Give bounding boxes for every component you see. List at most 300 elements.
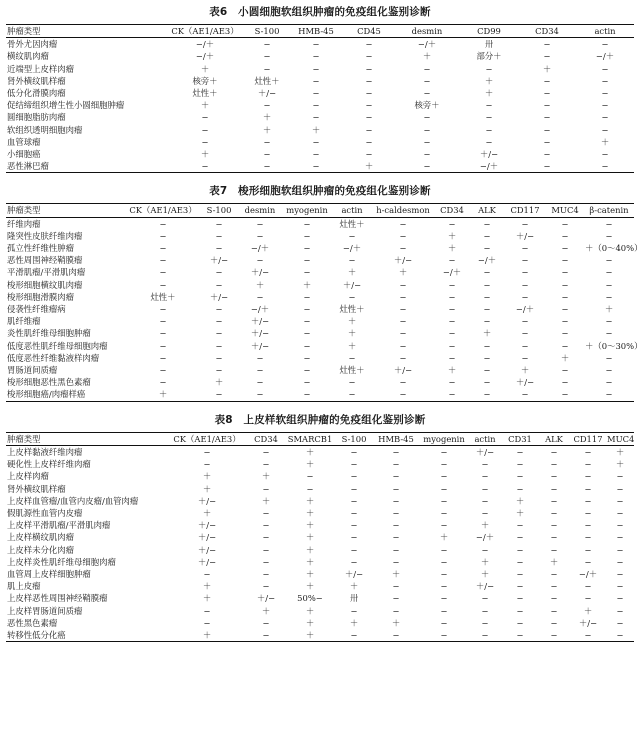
marker-result-cell: ＋/− (197, 495, 217, 506)
marker-result-cell: ＋ (484, 88, 494, 99)
marker-result-cell: − (312, 149, 320, 160)
marker-result-cell: ＋ (398, 267, 408, 278)
marker-result-cell: − (365, 112, 373, 123)
marker-result-cell: − (399, 218, 407, 229)
marker-result-cell: − (584, 495, 592, 506)
marker-result-cell: − (550, 459, 558, 470)
marker-result-cell: − (312, 75, 320, 86)
marker-result-cell: − (399, 316, 407, 327)
tumor-type-cell: 小细胞癌 (7, 149, 41, 160)
marker-result-cell: − (399, 243, 407, 254)
marker-result-cell: − (584, 520, 592, 531)
marker-result-cell: ＋ (202, 629, 212, 640)
marker-result-cell: ＋ (305, 605, 315, 616)
marker-result-cell: −/＋ (578, 568, 598, 579)
marker-result-cell: −/＋ (250, 243, 270, 254)
marker-result-cell: − (262, 629, 270, 640)
marker-result-cell: − (616, 568, 624, 579)
marker-result-cell: − (306, 471, 314, 482)
table-row (6, 470, 634, 482)
marker-result-cell: ＋ (305, 520, 315, 531)
tumor-type-cell: 近端型上皮样肉瘤 (7, 63, 74, 74)
marker-result-cell: − (550, 483, 558, 494)
marker-result-cell: − (423, 88, 431, 99)
marker-result-cell: − (399, 377, 407, 388)
marker-result-cell: − (159, 340, 167, 351)
marker-result-cell: − (550, 629, 558, 640)
marker-result-cell: − (392, 544, 400, 555)
marker-result-cell: ＋ (311, 124, 321, 135)
marker-result-cell: ＋/− (197, 520, 217, 531)
table-row (6, 556, 634, 568)
marker-result-cell: − (423, 63, 431, 74)
table8-column-header: S-100 (336, 432, 372, 445)
marker-result-cell: − (303, 304, 311, 315)
tumor-type-cell: 软组织透明细胞肉瘤 (7, 124, 83, 135)
marker-result-cell: − (440, 459, 448, 470)
marker-result-cell: ＋（0～40%） (585, 243, 642, 254)
marker-result-cell: ＋ (347, 328, 357, 339)
marker-result-cell: − (159, 377, 167, 388)
table7-column-header: myogenin (282, 204, 332, 217)
marker-result-cell: −/＋ (195, 39, 215, 50)
marker-result-cell: ＋ (202, 483, 212, 494)
marker-result-cell: − (399, 279, 407, 290)
marker-result-cell: − (348, 230, 356, 241)
tumor-type-cell: 血管周上皮样细胞肿瘤 (7, 568, 91, 579)
marker-result-cell: − (303, 352, 311, 363)
marker-result-cell: ＋ (484, 75, 494, 86)
marker-result-cell: −/＋ (477, 255, 497, 266)
marker-result-cell: − (399, 328, 407, 339)
marker-result-cell: ＋/− (250, 316, 270, 327)
marker-result-cell: − (481, 483, 489, 494)
marker-result-cell: − (350, 507, 358, 518)
marker-result-cell: − (543, 112, 551, 123)
marker-result-cell: − (584, 532, 592, 543)
table6 (6, 24, 634, 173)
marker-result-cell: − (303, 230, 311, 241)
marker-result-cell: − (262, 568, 270, 579)
marker-result-cell: − (440, 507, 448, 518)
table-row (6, 217, 634, 230)
tumor-type-cell: 低分化滑膜肉瘤 (7, 88, 66, 99)
marker-result-cell: − (423, 112, 431, 123)
table8-caption: 表8 上皮样软组织肿瘤的免疫组化鉴别诊断 (214, 413, 426, 426)
marker-result-cell: − (159, 243, 167, 254)
marker-result-cell: ＋/− (515, 377, 535, 388)
table-row (6, 544, 634, 556)
marker-result-cell: − (399, 352, 407, 363)
marker-result-cell: − (521, 243, 529, 254)
marker-result-cell: − (215, 304, 223, 315)
table-row (6, 352, 634, 364)
marker-result-cell: ＋/− (250, 340, 270, 351)
marker-result-cell: ＋ (262, 112, 272, 123)
table-row (6, 230, 634, 242)
marker-result-cell: − (312, 161, 320, 172)
marker-result-cell: − (516, 556, 524, 567)
marker-result-cell: − (584, 581, 592, 592)
table-row (6, 111, 634, 123)
marker-result-cell: − (303, 365, 311, 376)
marker-result-cell: − (350, 544, 358, 555)
table-row (6, 75, 634, 87)
table-row (6, 458, 634, 470)
marker-result-cell: − (481, 495, 489, 506)
marker-result-cell: − (303, 377, 311, 388)
marker-result-cell: ＋ (520, 365, 530, 376)
marker-result-cell: − (550, 593, 558, 604)
marker-result-cell: − (262, 581, 270, 592)
marker-result-cell: −/＋ (442, 267, 462, 278)
marker-result-cell: ＋ (347, 340, 357, 351)
marker-result-cell: − (303, 340, 311, 351)
table-row (6, 266, 634, 278)
marker-result-cell: − (365, 75, 373, 86)
marker-result-cell: − (601, 88, 609, 99)
marker-result-cell: − (201, 112, 209, 123)
marker-result-cell: − (303, 255, 311, 266)
marker-result-cell: − (256, 352, 264, 363)
table-row (6, 617, 634, 629)
marker-result-cell: − (159, 328, 167, 339)
tumor-type-cell: 梭形细胞横纹肌肉瘤 (7, 279, 83, 290)
marker-result-cell: − (521, 218, 529, 229)
marker-result-cell: − (616, 556, 624, 567)
table6-column-header: desmin (394, 25, 460, 38)
tumor-type-cell: 上皮样炎性肌纤维母细胞肉瘤 (7, 556, 116, 567)
marker-result-cell: − (561, 218, 569, 229)
marker-result-cell: ＋ (447, 243, 457, 254)
marker-result-cell: − (483, 389, 491, 400)
table8-column-header: 肿瘤类型 (6, 432, 166, 445)
marker-result-cell: − (215, 365, 223, 376)
marker-result-cell: − (521, 316, 529, 327)
marker-result-cell: − (365, 124, 373, 135)
marker-result-cell: ＋ (560, 352, 570, 363)
marker-result-cell: 灶性＋ (150, 291, 176, 302)
marker-result-cell: − (516, 459, 524, 470)
marker-result-cell: − (203, 446, 211, 457)
marker-result-cell: − (550, 495, 558, 506)
marker-result-cell: − (483, 365, 491, 376)
tumor-type-cell: 平滑肌瘤/平滑肌肉瘤 (7, 267, 86, 278)
marker-result-cell: − (392, 532, 400, 543)
marker-result-cell: − (365, 136, 373, 147)
tumor-type-cell: 纤维肉瘤 (7, 218, 41, 229)
marker-result-cell: − (303, 218, 311, 229)
marker-result-cell: − (262, 483, 270, 494)
marker-result-cell: − (521, 340, 529, 351)
marker-result-cell: − (485, 63, 493, 74)
marker-result-cell: − (483, 230, 491, 241)
marker-result-cell: ＋ (255, 279, 265, 290)
marker-result-cell: − (483, 304, 491, 315)
marker-result-cell: − (392, 605, 400, 616)
marker-result-cell: − (561, 328, 569, 339)
marker-result-cell: 核旁＋ (192, 75, 218, 86)
marker-result-cell: ＋/− (393, 255, 413, 266)
marker-result-cell: − (350, 532, 358, 543)
marker-result-cell: − (215, 328, 223, 339)
marker-result-cell: −/＋ (342, 243, 362, 254)
marker-result-cell: − (350, 520, 358, 531)
marker-result-cell: − (348, 377, 356, 388)
marker-result-cell: − (312, 39, 320, 50)
tumor-type-cell: 转移性低分化癌 (7, 629, 66, 640)
table-row (6, 291, 634, 303)
marker-result-cell: − (440, 556, 448, 567)
marker-result-cell: ＋ (480, 556, 490, 567)
marker-result-cell: − (423, 161, 431, 172)
marker-result-cell: 50%− (297, 593, 323, 604)
marker-result-cell: − (483, 243, 491, 254)
marker-result-cell: ＋ (305, 617, 315, 628)
table6-caption: 表6 小圆细胞软组织肿瘤的免疫组化鉴别诊断 (209, 6, 431, 18)
marker-result-cell: − (262, 459, 270, 470)
table8-column-header: CD117 (570, 432, 606, 445)
marker-result-cell: − (392, 471, 400, 482)
marker-result-cell: ＋/− (344, 568, 364, 579)
marker-result-cell: 卅 (484, 39, 494, 50)
marker-result-cell: ＋/− (475, 446, 495, 457)
marker-result-cell: − (448, 389, 456, 400)
marker-result-cell: − (543, 100, 551, 111)
table7-column-header: CK（AE1/AE3） (126, 204, 200, 217)
marker-result-cell: − (601, 149, 609, 160)
marker-result-cell: − (601, 161, 609, 172)
marker-result-cell: − (350, 629, 358, 640)
marker-result-cell: − (481, 459, 489, 470)
marker-result-cell: − (440, 471, 448, 482)
marker-result-cell: − (262, 556, 270, 567)
marker-result-cell: − (262, 507, 270, 518)
marker-result-cell: − (448, 316, 456, 327)
table-row (6, 568, 634, 580)
marker-result-cell: ＋ (515, 495, 525, 506)
table8-column-header: MUC4 (607, 433, 635, 444)
table-row (6, 303, 634, 315)
marker-result-cell: − (365, 39, 373, 50)
marker-result-cell: − (263, 51, 271, 62)
tumor-type-cell: 上皮样胃肠道间质瘤 (7, 605, 83, 616)
marker-result-cell: − (516, 605, 524, 616)
table-row (6, 340, 634, 352)
marker-result-cell: − (312, 112, 320, 123)
table-row (6, 87, 634, 99)
marker-result-cell: − (584, 507, 592, 518)
marker-result-cell: − (584, 629, 592, 640)
table8-header-row (6, 432, 634, 445)
marker-result-cell: − (256, 377, 264, 388)
marker-result-cell: ＋ (515, 507, 525, 518)
marker-result-cell: ＋ (480, 520, 490, 531)
marker-result-cell: − (348, 291, 356, 302)
marker-result-cell: − (605, 267, 613, 278)
marker-result-cell: − (440, 520, 448, 531)
tumor-type-cell: 上皮样未分化肉瘤 (7, 544, 74, 555)
marker-result-cell: − (303, 328, 311, 339)
tumor-type-cell: 上皮样横纹肌肉瘤 (7, 532, 74, 543)
marker-result-cell: − (561, 377, 569, 388)
marker-result-cell: − (303, 267, 311, 278)
marker-result-cell: − (616, 495, 624, 506)
table7-column-header: CD117 (504, 204, 546, 217)
marker-result-cell: − (483, 316, 491, 327)
marker-result-cell: − (521, 291, 529, 302)
tumor-type-cell: 横纹肌肉瘤 (7, 51, 49, 62)
marker-result-cell: −/＋ (475, 532, 495, 543)
marker-result-cell: − (584, 471, 592, 482)
marker-result-cell: − (516, 520, 524, 531)
marker-result-cell: − (256, 365, 264, 376)
tumor-type-cell: 梭形细胞滑膜肉瘤 (7, 291, 74, 302)
marker-result-cell: − (481, 629, 489, 640)
marker-result-cell: ＋ (349, 581, 359, 592)
marker-result-cell: −/＋ (417, 39, 437, 50)
marker-result-cell: ＋ (482, 328, 492, 339)
marker-result-cell: ＋/− (209, 291, 229, 302)
table-row (6, 124, 634, 136)
marker-result-cell: − (215, 267, 223, 278)
marker-result-cell: ＋ (261, 495, 271, 506)
tumor-type-cell: 肌纤维瘤 (7, 316, 41, 327)
marker-result-cell: ＋ (262, 124, 272, 135)
marker-result-cell: − (392, 507, 400, 518)
marker-result-cell: − (483, 352, 491, 363)
marker-result-cell: − (550, 507, 558, 518)
table8-column-header: myogenin (420, 432, 468, 445)
marker-result-cell: − (448, 279, 456, 290)
marker-result-cell: − (481, 593, 489, 604)
marker-result-cell: − (516, 483, 524, 494)
marker-result-cell: ＋ (439, 532, 449, 543)
marker-result-cell: − (543, 149, 551, 160)
marker-result-cell: − (262, 532, 270, 543)
marker-result-cell: ＋ (583, 605, 593, 616)
table6-header-row (6, 25, 634, 38)
marker-result-cell: 灶性＋ (339, 365, 365, 376)
marker-result-cell: 灶性＋ (339, 218, 365, 229)
marker-result-cell: − (561, 304, 569, 315)
table7-column-header: S-100 (200, 204, 238, 217)
marker-result-cell: − (516, 544, 524, 555)
marker-result-cell: − (550, 605, 558, 616)
marker-result-cell: − (440, 568, 448, 579)
marker-result-cell: − (521, 352, 529, 363)
marker-result-cell: ＋/− (197, 544, 217, 555)
marker-result-cell: − (159, 304, 167, 315)
marker-result-cell: − (516, 568, 524, 579)
marker-result-cell: − (350, 446, 358, 457)
marker-result-cell: − (423, 136, 431, 147)
marker-result-cell: − (543, 39, 551, 50)
tumor-type-cell: 胃肠道间质瘤 (7, 365, 58, 376)
marker-result-cell: − (159, 218, 167, 229)
table-row (6, 445, 634, 458)
marker-result-cell: − (605, 279, 613, 290)
tumor-type-cell: 上皮样恶性周围神经鞘膜瘤 (7, 593, 108, 604)
marker-result-cell: ＋ (202, 471, 212, 482)
table7 (6, 203, 642, 401)
marker-result-cell: ＋ (542, 63, 552, 74)
marker-result-cell: − (561, 389, 569, 400)
marker-result-cell: −/＋ (195, 51, 215, 62)
tumor-type-cell: 圆细胞脂肪肉瘤 (7, 112, 66, 123)
marker-result-cell: − (481, 605, 489, 616)
marker-result-cell: − (215, 243, 223, 254)
tumor-type-cell: 梭形细胞恶性黑色素瘤 (7, 377, 91, 388)
tumor-type-cell: 肾外横纹肌样瘤 (7, 75, 66, 86)
table6-column-header: CD45 (344, 25, 394, 38)
marker-result-cell: ＋ (305, 532, 315, 543)
marker-result-cell: − (256, 291, 264, 302)
table-row (6, 50, 634, 62)
table8-column-header: CK（AE1/AE3） (166, 432, 248, 445)
table7-column-header: h-caldesmon (372, 204, 434, 217)
table6-column-header: HMB-45 (288, 25, 344, 38)
table-row (6, 148, 634, 160)
marker-result-cell: − (159, 316, 167, 327)
marker-result-cell: − (601, 39, 609, 50)
table-row (6, 242, 634, 254)
marker-result-cell: − (303, 291, 311, 302)
marker-result-cell: − (350, 605, 358, 616)
marker-result-cell: −/＋ (479, 161, 499, 172)
marker-result-cell: − (440, 495, 448, 506)
marker-result-cell: − (601, 100, 609, 111)
marker-result-cell: ＋ (364, 161, 374, 172)
table8-column-header: CD34 (248, 432, 284, 445)
marker-result-cell: ＋ (447, 365, 457, 376)
marker-result-cell: − (550, 520, 558, 531)
marker-result-cell: − (348, 389, 356, 400)
marker-result-cell: − (561, 340, 569, 351)
marker-result-cell: ＋ (305, 629, 315, 640)
marker-result-cell: − (256, 389, 264, 400)
tumor-type-cell: 上皮样血管瘤/血管内皮瘤/血管肉瘤 (7, 495, 139, 506)
marker-result-cell: − (350, 556, 358, 567)
marker-result-cell: − (159, 279, 167, 290)
marker-result-cell: − (262, 544, 270, 555)
marker-result-cell: − (521, 255, 529, 266)
marker-result-cell: − (215, 230, 223, 241)
tumor-type-cell: 肾外横纹肌样瘤 (7, 483, 66, 494)
marker-result-cell: − (605, 389, 613, 400)
marker-result-cell: − (201, 124, 209, 135)
marker-result-cell: − (616, 593, 624, 604)
marker-result-cell: 灶性＋ (339, 304, 365, 315)
marker-result-cell: ＋ (200, 100, 210, 111)
table8-column-header: actin (468, 432, 502, 445)
marker-result-cell: −/＋ (250, 304, 270, 315)
marker-result-cell: − (440, 446, 448, 457)
marker-result-cell: − (159, 267, 167, 278)
marker-result-cell: − (485, 136, 493, 147)
marker-result-cell: − (601, 63, 609, 74)
marker-result-cell: ＋/− (479, 149, 499, 160)
table-row (6, 99, 634, 111)
table-row (6, 364, 634, 376)
marker-result-cell: − (256, 255, 264, 266)
marker-result-cell: − (616, 483, 624, 494)
marker-result-cell: − (543, 88, 551, 99)
marker-result-cell: − (584, 593, 592, 604)
marker-result-cell: ＋ (391, 617, 401, 628)
marker-result-cell: − (423, 149, 431, 160)
marker-result-cell: − (550, 471, 558, 482)
